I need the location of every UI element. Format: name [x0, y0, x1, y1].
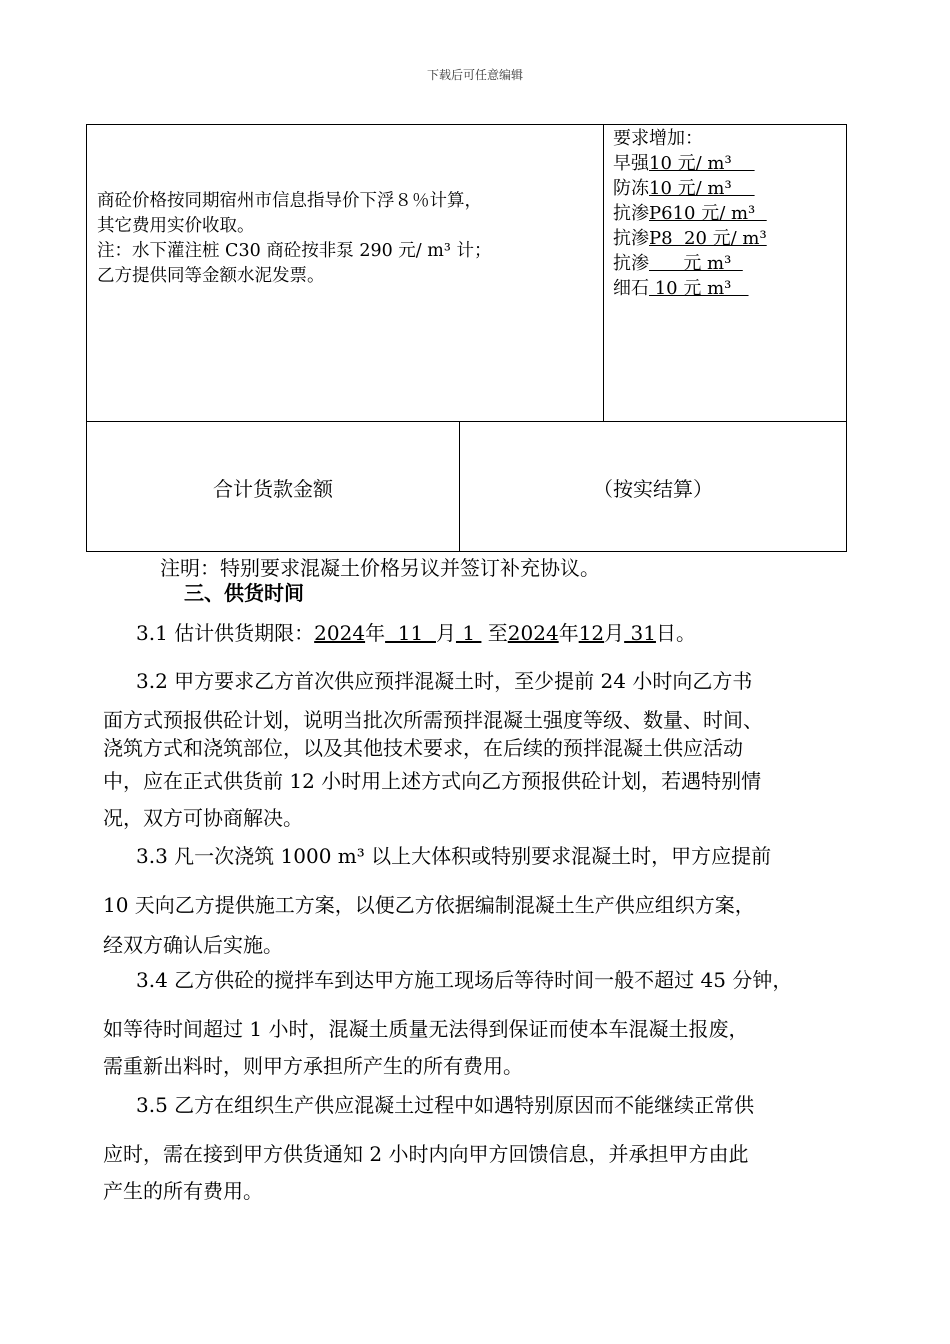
- clause-3-4-line: 如等待时间超过 1 小时，混凝土质量无法得到保证而使本车混凝土报废，: [103, 1017, 749, 1041]
- requirement-value: 10 元 m³: [649, 278, 749, 299]
- requirement-label: 防冻: [613, 178, 649, 199]
- clause-3-3-line: 10 天向乙方提供施工方案，以便乙方依据编制混凝土生产供应组织方案，: [103, 893, 755, 917]
- price-terms-line: 其它费用实价收取。: [97, 216, 255, 236]
- to-word: 至: [481, 621, 508, 645]
- end-month: 12: [578, 621, 605, 645]
- clause-3-3-line: 3.3 凡一次浇筑 1000 m³ 以上大体积或特别要求混凝土时，甲方应提前: [136, 844, 772, 868]
- end-day: 31: [624, 621, 656, 645]
- price-note: 注明：特别要求混凝土价格另议并签订补充协议。: [160, 556, 600, 580]
- requirement-item: [613, 226, 767, 251]
- end-year: 2024: [507, 621, 559, 645]
- requirement-item: [613, 251, 767, 276]
- additional-requirements-cell: [604, 125, 846, 422]
- clause-3-2-line: 3.2 甲方要求乙方首次供应预拌混凝土时，至少提前 24 小时向乙方书: [136, 669, 753, 693]
- price-table: [86, 124, 847, 552]
- price-terms-cell: [87, 125, 604, 422]
- section-title: 三、供货时间: [184, 581, 304, 605]
- month-unit-2: 月: [604, 621, 625, 645]
- clause-3-5-line: 应时，需在接到甲方供货通知 2 小时内向甲方回馈信息，并承担甲方由此: [103, 1142, 749, 1166]
- clause-3-4-line: 需重新出料时，则甲方承担所产生的所有费用。: [103, 1054, 523, 1078]
- requirement-label: 早强: [613, 153, 649, 174]
- requirement-label: 细石: [613, 278, 649, 299]
- requirement-item: [613, 201, 767, 226]
- start-day: 1: [455, 621, 482, 645]
- clause-3-2-line: 中，应在正式供货前 12 小时用上述方式向乙方预报供砼计划，若遇特别情: [103, 769, 762, 793]
- price-terms-line: 商砼价格按同期宿州市信息指导价下浮８％计算，: [97, 191, 482, 211]
- day-unit: 日。: [655, 621, 696, 645]
- price-terms-text: [97, 189, 597, 289]
- clause-3-3-line: 经双方确认后实施。: [103, 933, 283, 957]
- requirement-value: 10 元/ m³: [649, 178, 755, 199]
- requirement-label: 抗渗: [613, 228, 649, 249]
- additional-requirements-list: [613, 126, 767, 301]
- requirement-label: 抗渗: [613, 253, 649, 274]
- total-amount-value: （按实结算）: [593, 476, 713, 501]
- total-amount-label: 合计货款金额: [87, 422, 460, 552]
- requirement-label: 抗渗: [613, 203, 649, 224]
- requirement-item: [613, 276, 767, 301]
- clause-3-1: [136, 617, 696, 646]
- requirement-value: 元 m³: [649, 253, 743, 274]
- clause-3-5-line: 3.5 乙方在组织生产供应混凝土过程中如遇特别原因而不能继续正常供: [136, 1093, 755, 1117]
- price-terms-line: 乙方提供同等金额水泥发票。: [97, 266, 325, 286]
- page-header: 下载后可任意编辑: [426, 68, 523, 82]
- clause-3-2-line: 面方式预报供砼计划，说明当批次所需预拌混凝土强度等级、数量、时间、: [103, 708, 763, 732]
- requirement-item: [613, 176, 767, 201]
- additional-requirements-title: 要求增加：: [613, 128, 703, 149]
- requirement-value: P8 20 元/ m³: [649, 228, 767, 249]
- clause-3-5-line: 产生的所有费用。: [103, 1179, 263, 1203]
- year-unit: 年: [365, 621, 386, 645]
- requirement-item: [613, 151, 767, 176]
- price-terms-line: 注：水下灌注桩 C30 商砼按非泵 290 元/ m³ 计；: [97, 241, 492, 261]
- clause-3-2-line: 浇筑方式和浇筑部位，以及其他技术要求，在后续的预拌混凝土供应活动: [103, 736, 743, 760]
- start-year: 2024: [314, 621, 366, 645]
- start-month: 11: [385, 621, 436, 645]
- month-unit: 月: [435, 621, 456, 645]
- requirement-value: P610 元/ m³: [649, 203, 767, 224]
- clause-3-2-line: 况，双方可协商解决。: [103, 806, 303, 830]
- clause-3-4-line: 3.4 乙方供砼的搅拌车到达甲方施工现场后等待时间一般不超过 45 分钟，: [136, 968, 793, 992]
- year-unit-2: 年: [558, 621, 579, 645]
- requirement-value: 10 元/ m³: [649, 153, 755, 174]
- clause-3-1-prefix: 3.1 估计供货期限：: [136, 621, 315, 645]
